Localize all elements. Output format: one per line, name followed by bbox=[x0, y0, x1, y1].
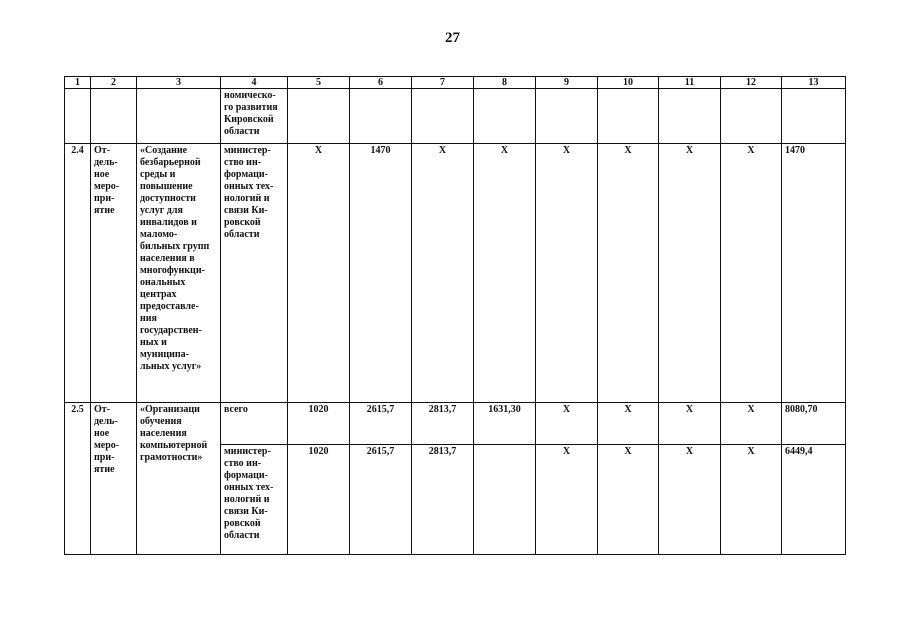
value-cell: 1020 bbox=[288, 403, 350, 445]
table-cell: номическо- го развития Кировской области bbox=[221, 89, 288, 144]
value-cell: X bbox=[721, 144, 782, 403]
table-cell bbox=[721, 89, 782, 144]
header-cell: 5 bbox=[288, 77, 350, 89]
row-number: 2.5 bbox=[65, 403, 91, 555]
header-cell: 3 bbox=[137, 77, 221, 89]
value-cell: X bbox=[598, 445, 659, 555]
header-cell: 10 bbox=[598, 77, 659, 89]
table-cell bbox=[91, 89, 137, 144]
value-cell: 8080,70 bbox=[782, 403, 846, 445]
page-number: 27 bbox=[445, 30, 460, 46]
table-cell bbox=[659, 89, 721, 144]
responsible: министер- ство ин- формаци- онных тех- нологий и связи Ки- ровской области bbox=[221, 445, 288, 555]
table-cell bbox=[288, 89, 350, 144]
table-row bbox=[65, 89, 846, 144]
table-cell bbox=[350, 89, 412, 144]
value-cell: X bbox=[474, 144, 536, 403]
value-cell: 1631,30 bbox=[474, 403, 536, 445]
event-type: От- дель- ное меро- при- ятие bbox=[91, 144, 137, 403]
header-cell: 6 bbox=[350, 77, 412, 89]
value-cell: X bbox=[536, 403, 598, 445]
value-cell: X bbox=[659, 445, 721, 555]
table-row bbox=[65, 403, 846, 445]
value-cell: 1470 bbox=[782, 144, 846, 403]
value-cell: X bbox=[598, 144, 659, 403]
responsible: всего bbox=[221, 403, 288, 445]
value-cell: X bbox=[659, 144, 721, 403]
value-cell: X bbox=[721, 445, 782, 555]
header-cell: 11 bbox=[659, 77, 721, 89]
value-cell bbox=[474, 445, 536, 555]
value-cell: 2615,7 bbox=[350, 445, 412, 555]
value-cell: X bbox=[412, 144, 474, 403]
responsible: министер- ство ин- формаци- онных тех- нологий и связи Ки- ровской области bbox=[221, 144, 288, 403]
value-cell: 2615,7 bbox=[350, 403, 412, 445]
event-type: От- дель- ное меро- при- ятие bbox=[91, 403, 137, 555]
header-cell: 4 bbox=[221, 77, 288, 89]
table-cell bbox=[65, 89, 91, 144]
value-cell: X bbox=[659, 403, 721, 445]
table-cell bbox=[782, 89, 846, 144]
header-cell: 7 bbox=[412, 77, 474, 89]
table-cell bbox=[137, 89, 221, 144]
value-cell: 1470 bbox=[350, 144, 412, 403]
header-cell: 1 bbox=[65, 77, 91, 89]
header-cell: 8 bbox=[474, 77, 536, 89]
table-cell bbox=[536, 89, 598, 144]
header-cell: 13 bbox=[782, 77, 846, 89]
table-row bbox=[65, 144, 846, 403]
budget-table bbox=[64, 76, 846, 555]
table-cell bbox=[598, 89, 659, 144]
value-cell: X bbox=[721, 403, 782, 445]
value-cell: 2813,7 bbox=[412, 403, 474, 445]
value-cell: 1020 bbox=[288, 445, 350, 555]
value-cell: X bbox=[536, 144, 598, 403]
value-cell: 2813,7 bbox=[412, 445, 474, 555]
event-name: «Организаци обучения населения компьютерной грамотности» bbox=[137, 403, 221, 555]
table-cell bbox=[412, 89, 474, 144]
value-cell: X bbox=[598, 403, 659, 445]
header-cell: 12 bbox=[721, 77, 782, 89]
value-cell: 6449,4 bbox=[782, 445, 846, 555]
event-name: «Создание безбарьерной среды и повышение доступности услуг для инвалидов и маломо- бильных групп населения в многофункци- ональных центрах предоставле- ния государствен- ных и муниципа- льных услуг» bbox=[137, 144, 221, 403]
header-row bbox=[65, 77, 846, 89]
header-cell: 2 bbox=[91, 77, 137, 89]
row-number: 2.4 bbox=[65, 144, 91, 403]
value-cell: X bbox=[288, 144, 350, 403]
value-cell: X bbox=[536, 445, 598, 555]
header-cell: 9 bbox=[536, 77, 598, 89]
table-cell bbox=[474, 89, 536, 144]
